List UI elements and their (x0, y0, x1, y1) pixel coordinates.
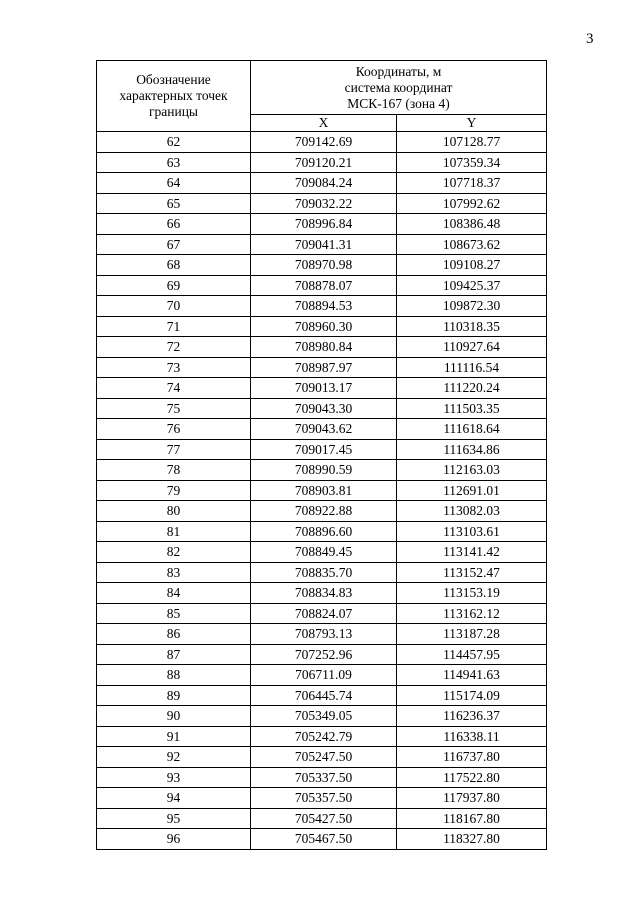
x-coordinate-cell: 708894.53 (251, 296, 397, 317)
table-row (97, 480, 547, 501)
point-cell: 95 (97, 808, 251, 829)
point-cell: 67 (97, 234, 251, 255)
table-row (97, 439, 547, 460)
table-row (97, 767, 547, 788)
point-cell: 75 (97, 398, 251, 419)
table-row (97, 788, 547, 809)
y-coordinate-cell: 112691.01 (397, 480, 547, 501)
table-row (97, 275, 547, 296)
y-coordinate-cell: 115174.09 (397, 685, 547, 706)
point-cell: 82 (97, 542, 251, 563)
point-cell: 76 (97, 419, 251, 440)
x-coordinate-cell: 708824.07 (251, 603, 397, 624)
x-coordinate-cell: 708903.81 (251, 480, 397, 501)
x-coordinate-cell: 709043.30 (251, 398, 397, 419)
point-cell: 91 (97, 726, 251, 747)
point-cell: 62 (97, 132, 251, 153)
table-row (97, 316, 547, 337)
header-row-top (97, 61, 547, 115)
table-row (97, 829, 547, 850)
point-cell: 96 (97, 829, 251, 850)
point-cell: 70 (97, 296, 251, 317)
y-coordinate-cell: 116737.80 (397, 747, 547, 768)
y-coordinate-cell: 107992.62 (397, 193, 547, 214)
table-row (97, 562, 547, 583)
table-row (97, 337, 547, 358)
table-row (97, 193, 547, 214)
point-cell: 88 (97, 665, 251, 686)
table-row (97, 542, 547, 563)
point-cell: 63 (97, 152, 251, 173)
y-coordinate-cell: 118167.80 (397, 808, 547, 829)
y-coordinate-cell: 112163.03 (397, 460, 547, 481)
y-coordinate-cell: 111116.54 (397, 357, 547, 378)
y-coordinate-cell: 116236.37 (397, 706, 547, 727)
table-row (97, 644, 547, 665)
y-coordinate-cell: 113152.47 (397, 562, 547, 583)
table-row (97, 624, 547, 645)
point-cell: 80 (97, 501, 251, 522)
page-number: 3 (586, 31, 594, 47)
table-row (97, 665, 547, 686)
x-coordinate-cell: 708878.07 (251, 275, 397, 296)
table-body (97, 132, 547, 850)
point-cell: 68 (97, 255, 251, 276)
point-cell: 89 (97, 685, 251, 706)
x-coordinate-cell: 708849.45 (251, 542, 397, 563)
y-coordinate-cell: 114941.63 (397, 665, 547, 686)
point-cell: 90 (97, 706, 251, 727)
y-coordinate-cell: 109425.37 (397, 275, 547, 296)
table-row (97, 501, 547, 522)
table-row (97, 685, 547, 706)
point-cell: 64 (97, 173, 251, 194)
point-cell: 69 (97, 275, 251, 296)
coordinates-header (251, 61, 547, 115)
point-cell: 66 (97, 214, 251, 235)
x-coordinate-cell: 708834.83 (251, 583, 397, 604)
x-coordinate-cell: 709142.69 (251, 132, 397, 153)
coordinates-table (96, 60, 547, 850)
table-row (97, 398, 547, 419)
point-header-line: Обозначение (136, 72, 211, 87)
y-coordinate-cell: 109872.30 (397, 296, 547, 317)
x-coordinate-cell: 708793.13 (251, 624, 397, 645)
coords-header-line: МСК-167 (зона 4) (347, 95, 450, 111)
coords-header-line: система координат (344, 79, 453, 95)
y-coordinate-cell: 116338.11 (397, 726, 547, 747)
x-coordinate-cell: 707252.96 (251, 644, 397, 665)
table-row (97, 214, 547, 235)
table-row (97, 357, 547, 378)
point-cell: 94 (97, 788, 251, 809)
table-row (97, 296, 547, 317)
point-header-line: границы (148, 104, 199, 119)
x-coordinate-cell: 705427.50 (251, 808, 397, 829)
table-row (97, 808, 547, 829)
y-coordinate-cell: 110927.64 (397, 337, 547, 358)
table-row (97, 706, 547, 727)
table-row (97, 419, 547, 440)
table-row (97, 521, 547, 542)
table-row (97, 726, 547, 747)
point-cell: 87 (97, 644, 251, 665)
point-cell: 77 (97, 439, 251, 460)
point-cell: 81 (97, 521, 251, 542)
table-row (97, 152, 547, 173)
x-coordinate-cell: 708980.84 (251, 337, 397, 358)
point-cell: 93 (97, 767, 251, 788)
x-coordinate-cell: 705349.05 (251, 706, 397, 727)
point-cell: 92 (97, 747, 251, 768)
point-cell: 85 (97, 603, 251, 624)
point-cell: 84 (97, 583, 251, 604)
y-coordinate-cell: 113153.19 (397, 583, 547, 604)
table-row (97, 234, 547, 255)
table-row (97, 132, 547, 153)
x-coordinate-cell: 706711.09 (251, 665, 397, 686)
y-coordinate-cell: 107718.37 (397, 173, 547, 194)
y-coordinate-cell: 114457.95 (397, 644, 547, 665)
point-cell: 79 (97, 480, 251, 501)
point-cell: 71 (97, 316, 251, 337)
y-coordinate-cell: 113103.61 (397, 521, 547, 542)
y-coordinate-cell: 111503.35 (397, 398, 547, 419)
table-row (97, 255, 547, 276)
x-coordinate-cell: 708990.59 (251, 460, 397, 481)
coords-header-line: Координаты, м (355, 63, 442, 79)
x-coordinate-cell: 708922.88 (251, 501, 397, 522)
x-coordinate-cell: 709013.17 (251, 378, 397, 399)
x-coordinate-cell: 708970.98 (251, 255, 397, 276)
point-cell: 86 (97, 624, 251, 645)
point-cell: 74 (97, 378, 251, 399)
table-row (97, 173, 547, 194)
x-coordinate-cell: 709041.31 (251, 234, 397, 255)
x-coordinate-cell: 709017.45 (251, 439, 397, 460)
y-coordinate-cell: 108673.62 (397, 234, 547, 255)
point-cell: 72 (97, 337, 251, 358)
table-header (97, 61, 547, 132)
point-cell: 65 (97, 193, 251, 214)
y-coordinate-cell: 117937.80 (397, 788, 547, 809)
y-coordinate-cell: 113082.03 (397, 501, 547, 522)
y-coordinate-cell: 108386.48 (397, 214, 547, 235)
table-row (97, 378, 547, 399)
y-coordinate-cell: 118327.80 (397, 829, 547, 850)
x-coordinate-cell: 705247.50 (251, 747, 397, 768)
table-row (97, 460, 547, 481)
y-coordinate-cell: 111220.24 (397, 378, 547, 399)
point-cell: 73 (97, 357, 251, 378)
x-coordinate-cell: 705337.50 (251, 767, 397, 788)
table-row (97, 747, 547, 768)
table-row (97, 583, 547, 604)
x-coordinate-cell: 709032.22 (251, 193, 397, 214)
x-coordinate-cell: 709120.21 (251, 152, 397, 173)
y-coordinate-cell: 111618.64 (397, 419, 547, 440)
x-coordinate-cell: 705467.50 (251, 829, 397, 850)
table-row (97, 603, 547, 624)
x-coordinate-cell: 705242.79 (251, 726, 397, 747)
y-coordinate-cell: 110318.35 (397, 316, 547, 337)
y-column-header: Y (397, 115, 547, 132)
x-coordinate-cell: 706445.74 (251, 685, 397, 706)
point-cell: 83 (97, 562, 251, 583)
x-coordinate-cell: 708996.84 (251, 214, 397, 235)
x-column-header: X (251, 115, 397, 132)
x-coordinate-cell: 709043.62 (251, 419, 397, 440)
x-coordinate-cell: 705357.50 (251, 788, 397, 809)
y-coordinate-cell: 113162.12 (397, 603, 547, 624)
y-coordinate-cell: 117522.80 (397, 767, 547, 788)
y-coordinate-cell: 107128.77 (397, 132, 547, 153)
y-coordinate-cell: 113187.28 (397, 624, 547, 645)
point-designation-header (97, 61, 251, 132)
y-coordinate-cell: 111634.86 (397, 439, 547, 460)
point-cell: 78 (97, 460, 251, 481)
y-coordinate-cell: 107359.34 (397, 152, 547, 173)
x-coordinate-cell: 708835.70 (251, 562, 397, 583)
y-coordinate-cell: 113141.42 (397, 542, 547, 563)
x-coordinate-cell: 709084.24 (251, 173, 397, 194)
x-coordinate-cell: 708896.60 (251, 521, 397, 542)
x-coordinate-cell: 708960.30 (251, 316, 397, 337)
y-coordinate-cell: 109108.27 (397, 255, 547, 276)
point-header-line: характерных точек (119, 88, 228, 103)
x-coordinate-cell: 708987.97 (251, 357, 397, 378)
